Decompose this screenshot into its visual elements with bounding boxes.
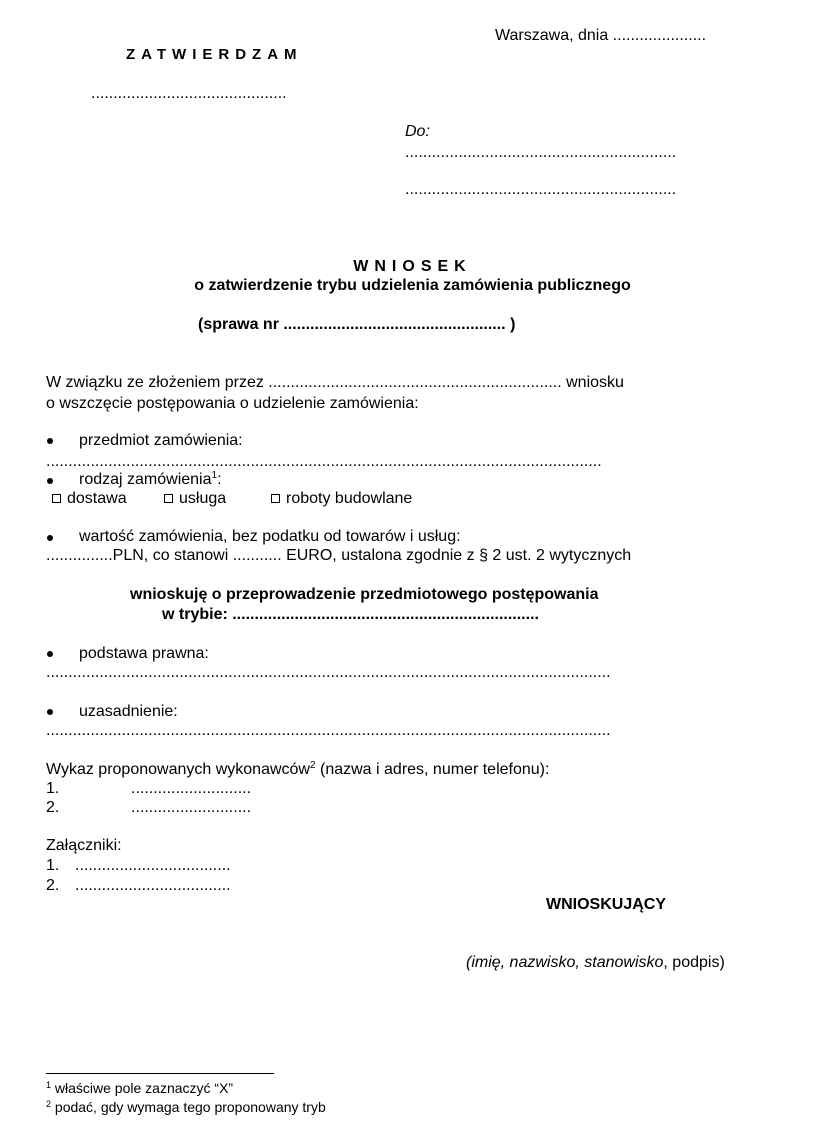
bullet-icon xyxy=(47,438,53,444)
value-label: wartość zamówienia, bez podatku od towarów i usług: xyxy=(79,528,461,545)
checkbox-icon[interactable] xyxy=(271,494,280,503)
contractor-num-2: 2. xyxy=(46,799,60,816)
option-roboty-budowlane[interactable]: roboty budowlane xyxy=(271,491,412,507)
recipient-line-1: ............................................................. xyxy=(405,144,677,161)
recipient-label: Do: xyxy=(405,123,430,140)
legal-basis-line: ............................................................................................................................... xyxy=(46,664,611,681)
legal-basis-label: podstawa prawna: xyxy=(79,645,209,662)
request-line-2: w trybie: ..................................................................... xyxy=(162,606,539,623)
checkbox-icon[interactable] xyxy=(52,494,61,503)
checkbox-icon[interactable] xyxy=(164,494,173,503)
document-subtitle: o zatwierdzenie trybu udzielenia zamówienia publicznego xyxy=(194,277,631,294)
footnote-ref-2: 2 xyxy=(309,760,316,771)
justification-label: uzasadnienie: xyxy=(79,703,178,720)
contractors-heading: Wykaz proponowanych wykonawców$^2$ (nazwa i adres, numer telefonu): xyxy=(46,760,550,778)
approve-heading: ZATWIERDZAM xyxy=(126,46,303,63)
footnote-divider xyxy=(46,1073,274,1074)
order-type-label: rodzaj zamówienia$^1$: xyxy=(79,470,222,488)
intro-line-1: W związku ze złożeniem przez .................................................................. wniosku xyxy=(46,374,624,391)
contractor-num-1: 1. xyxy=(46,780,60,797)
attachment-line-1: ................................... xyxy=(75,857,231,874)
intro-line-2: o wszczęcie postępowania o udzielenie zamówienia: xyxy=(46,395,419,412)
attachment-num-1: 1. xyxy=(46,857,60,874)
applicant-heading: WNIOSKUJĄCY xyxy=(546,896,667,913)
bullet-icon xyxy=(47,651,53,657)
value-line: ...............PLN, co stanowi ........... EURO, ustalona zgodnie z § 2 ust. 2 wytycznych xyxy=(46,547,632,564)
place-date: Warszawa, dnia ..................... xyxy=(495,27,707,44)
recipient-line-2: ............................................................. xyxy=(405,181,677,198)
contractor-line-1: ........................... xyxy=(131,780,252,797)
bullet-icon xyxy=(47,535,53,541)
contractor-line-2: ........................... xyxy=(131,799,252,816)
footnote-ref-1: 1 xyxy=(211,470,218,481)
attachment-num-2: 2. xyxy=(46,877,60,894)
footnote-1: $^1$ właściwe pole zaznaczyć “X” xyxy=(46,1080,234,1096)
bullet-icon xyxy=(47,709,53,715)
option-usluga[interactable]: usługa xyxy=(164,491,226,507)
subject-label: przedmiot zamówienia: xyxy=(79,432,243,449)
subject-line: ............................................................................................................................. xyxy=(46,453,602,470)
case-number: (sprawa nr .................................................. ) xyxy=(198,316,516,333)
document-title: WNIOSEK xyxy=(353,258,472,275)
justification-line: ............................................................................................................................... xyxy=(46,722,611,739)
signature-fields: (imię, nazwisko, stanowisko, podpis) xyxy=(466,954,725,971)
attachments-heading: Załączniki: xyxy=(46,837,122,854)
attachment-line-2: ................................... xyxy=(75,877,231,894)
approve-signature-line: ............................................ xyxy=(91,85,287,102)
option-dostawa[interactable]: dostawa xyxy=(52,491,127,507)
bullet-icon xyxy=(47,478,53,484)
footnote-2: $^2$ podać, gdy wymaga tego proponowany tryb xyxy=(46,1099,326,1115)
request-line-1: wnioskuję o przeprowadzenie przedmiotowego postępowania xyxy=(130,586,599,603)
